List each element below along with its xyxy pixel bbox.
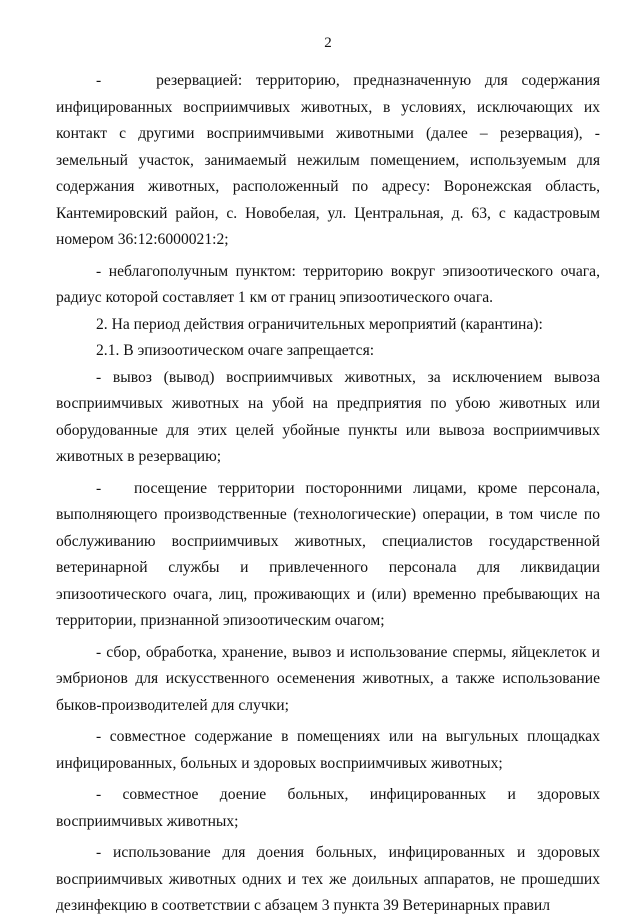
paragraph-section-2-heading: 2. На период действия ограничительных мероприятий (карантина): xyxy=(96,315,543,333)
paragraph-unfavorable-point-definition: - неблагополучным пунктом: территорию вокруг эпизоотического очага, радиус которой составляет 1 км от границ эпизоотического очага. xyxy=(56,262,600,306)
paragraph-section-2-1-heading: 2.1. В эпизоотическом очаге запрещается: xyxy=(96,342,375,359)
paragraph-animal-removal-ban: - вывоз (вывод) восприимчивых животных, за исключением вывоза восприимчивых животных на убой на предприятия по убою животных или оборудованные для этих целей убойные пункты или вывоза восприимчивых животных в резервацию; xyxy=(56,368,600,465)
paragraph-joint-keeping-ban: - совместное содержание в помещениях или на выгульных площадках инфицированных, больных и здоровых восприимчивых животных; xyxy=(56,728,600,772)
paragraph-reservation-definition: - резервацией: территорию, предназначенную для содержания инфицированных восприимчивых животных, в условиях, исключающих их контакт с другими восприимчивыми животными (далее – резервация), - земельный участок, занимаемый нежилым помещением, используемым для содержания животных, расположенный по адресу: Воронежская область, Кантемировский район, с. Новобелая, ул. Центральная, д. 63, с кадастровым номером 36:12:6000021:2; xyxy=(56,72,600,248)
paragraph-visiting-ban: - посещение территории посторонними лицами, кроме персонала, выполняющего производственные (технологические) операции, в том числе по обслуживанию восприимчивых животных, специалистов государственной ветеринарной службы и привлеченного персонала для ликвидации эпизоотического очага, лиц, проживающих и (или) временно пребывающих на территории, признанной эпизоотическим очагом; xyxy=(56,479,600,629)
paragraph-sperm-embryo-ban: - сбор, обработка, хранение, вывоз и использование спермы, яйцеклеток и эмбрионов для искусственного осеменения животных, а также использование быков-производителей для случки; xyxy=(56,643,600,714)
paragraph-milking-equipment-ban: - использование для доения больных, инфицированных и здоровых восприимчивых животных одних и тех же доильных аппаратов, не прошедших дезинфекцию в соответствии с абзацем 3 пункта 39 Ветеринарных правил xyxy=(56,844,600,914)
paragraph-joint-milking-ban: - совместное доение больных, инфицированных и здоровых восприимчивых животных; xyxy=(56,786,600,830)
page-number: 2 xyxy=(324,35,332,51)
